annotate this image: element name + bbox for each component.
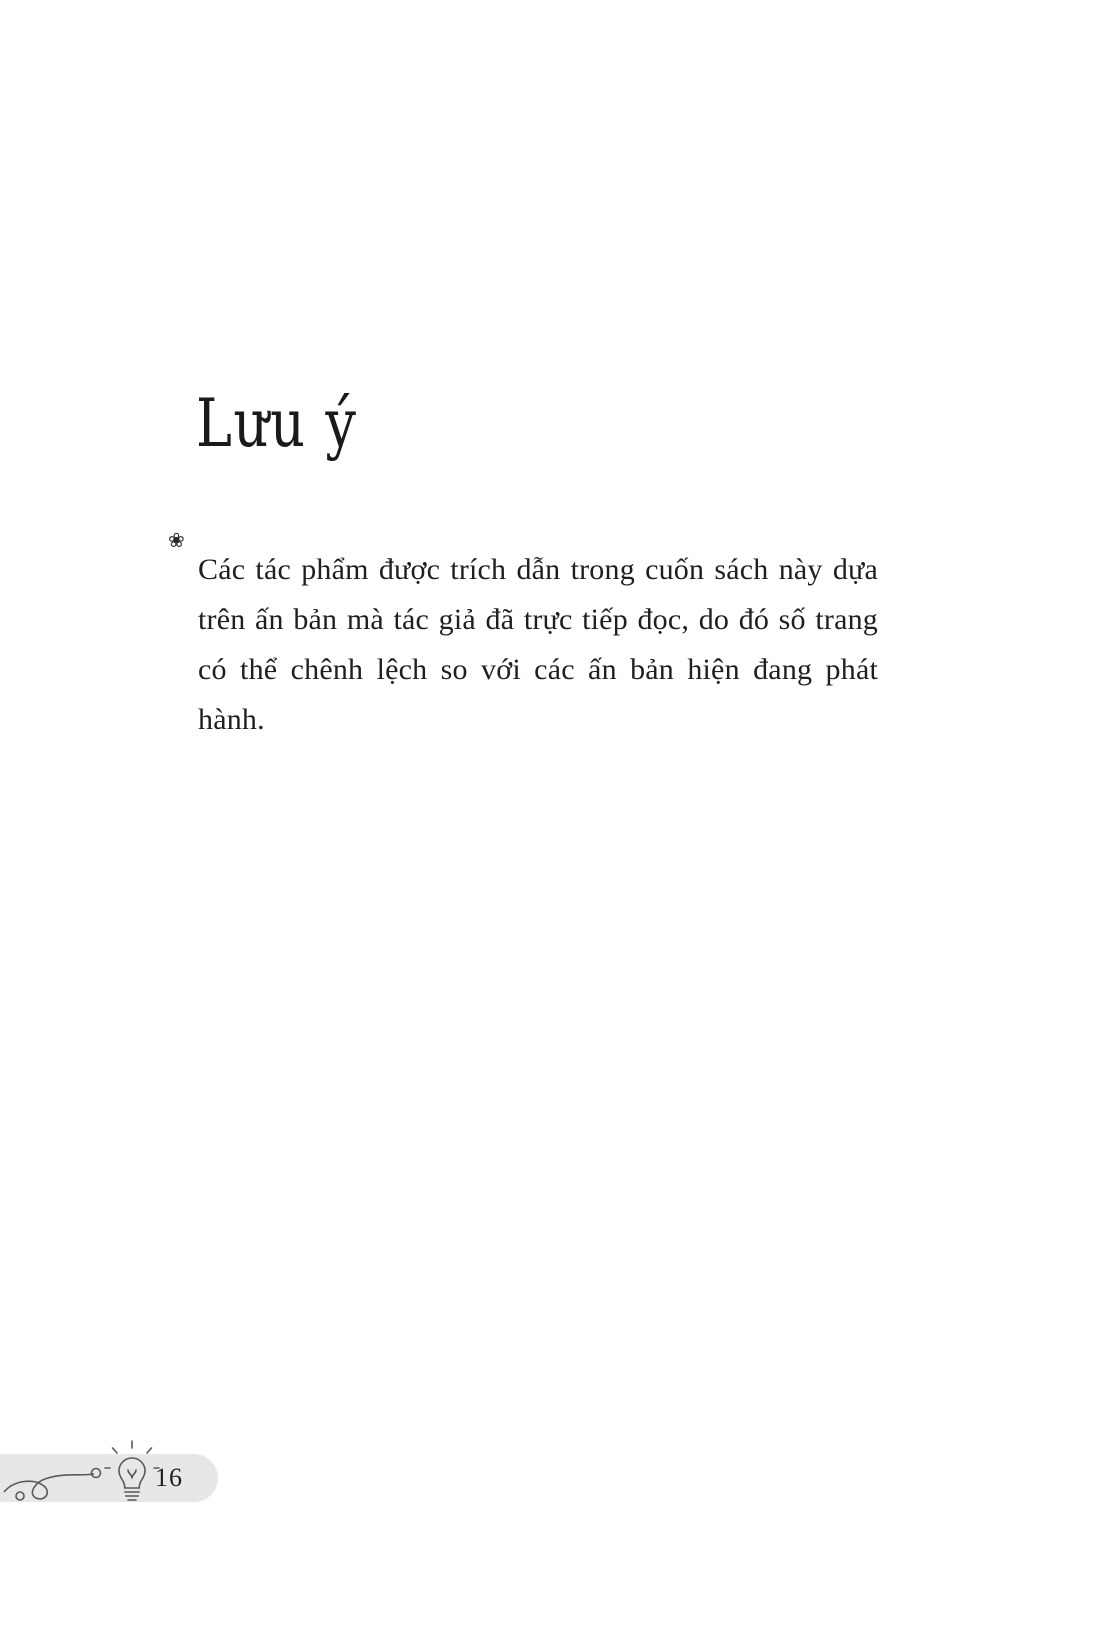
note-list-item bbox=[168, 515, 878, 775]
page-title: Lưu ý bbox=[196, 385, 358, 463]
page-number: 16 bbox=[155, 1463, 183, 1492]
note-paragraph: Các tác phẩm được trích dẫn trong cuốn sách này dựa trên ấn bản mà tác giả đã trực tiếp đọc, do đó số trang có thể chênh lệch so với các ấn bản hiện đang phát hành. bbox=[198, 553, 878, 736]
lightbulb-icon bbox=[104, 1440, 160, 1512]
page-footer bbox=[0, 1444, 330, 1514]
flower-bullet-icon: ❀ bbox=[168, 530, 185, 552]
